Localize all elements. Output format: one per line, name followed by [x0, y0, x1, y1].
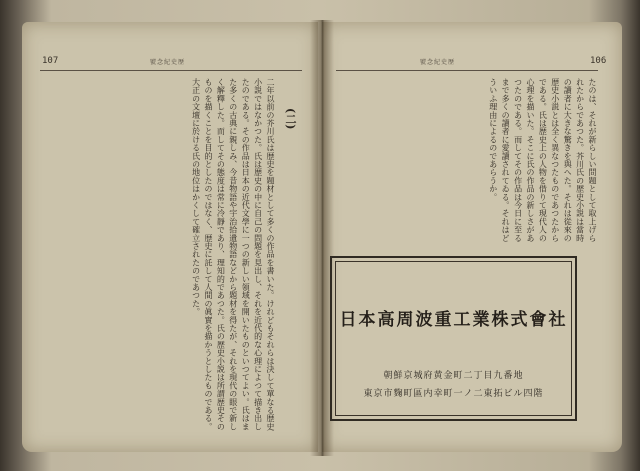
left-section-mark: (二): [284, 108, 297, 130]
left-page-text: 二年以前の芥川氏は歴史を題材として多くの作品を書いた。けれどもそれらは決して單なる歴史小説ではなかつた。氏は歴史の中に自己の問題を見出し、それを近代的な心理によつて描き出したのである。その作品は日本の近代文學に一つの新しい領域を開いたものといつてよい。氏はまた多くの古典に親しみ、今昔物語や宇治拾遺物語などから題材を得たが、それを現代の眼で新しく解釋した。而してその態度は常に冷靜であり、理知的であつた。氏の歴史小説は所謂歴史そのものを描くことを目的としたのではなく、歴史に託して人間の眞實を描かうとしたものである。大正の文壇に於ける氏の地位はかくして確立されたのであつた。: [191, 78, 275, 431]
right-page-number: 106: [590, 56, 607, 66]
advertisement-company-name: 日本高周波重工業株式會社: [339, 310, 568, 330]
left-running-head: 號念紀史歷: [150, 59, 186, 66]
right-header-rule: [336, 70, 598, 71]
left-page-number: 107: [42, 56, 59, 66]
right-page-text: たのは、それが新らしい問題として取上げられたからであつた。芥川氏の歴史小説は當時の讀者に大きな驚きを與へた。それは從來の歴史小説とは全く異なつたものであつたからである。氏は歴史上の人物を借りて現代人の心理を描いた。そこに氏の作品の新しさがあつたのである。而してその作品は今日に至るまで多くの讀者に愛讀されてゐる。それはどういふ理由によるのであらうか。: [488, 78, 597, 242]
right-running-head: 號念紀史歷: [420, 59, 456, 66]
advertisement-address-2: 東京市麴町區内幸町一ノ二東拓ビル四階: [363, 389, 544, 399]
advertisement-address-1: 朝鮮京城府黄金町二丁目九番地: [383, 371, 524, 381]
advertisement-box: [330, 256, 577, 421]
left-header-rule: [40, 70, 302, 71]
